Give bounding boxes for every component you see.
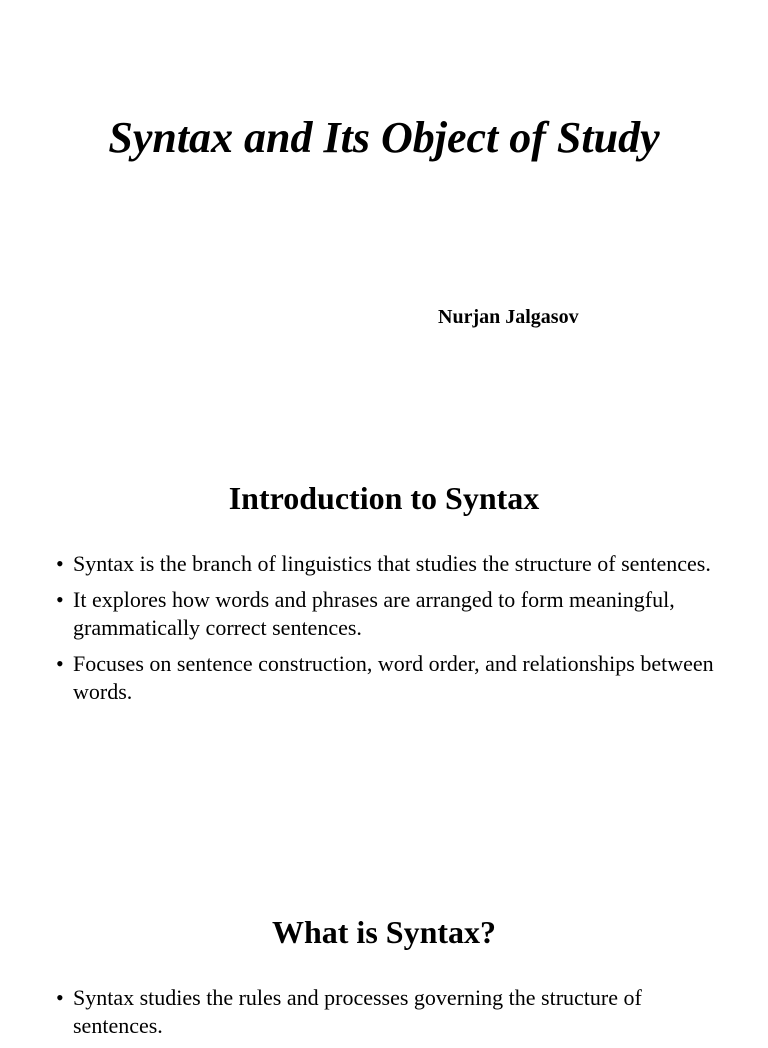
presentation-title: Syntax and Its Object of Study xyxy=(108,113,660,162)
bullet-item xyxy=(56,550,716,578)
bullet-text: Syntax studies the rules and processes governing the structure of sentences. xyxy=(73,985,642,1038)
slide-what-is-syntax xyxy=(0,868,768,1038)
slide-heading: What is Syntax? xyxy=(271,914,497,950)
bullet-item xyxy=(56,586,716,642)
bullet-icon: • xyxy=(56,551,64,576)
author-name: Nurjan Jalgasov xyxy=(438,306,579,328)
bullet-icon: • xyxy=(56,651,64,676)
title-slide xyxy=(0,0,768,434)
bullet-list xyxy=(56,550,716,714)
bullet-text: Focuses on sentence construction, word order, and relationships between words. xyxy=(73,651,714,704)
bullet-icon: • xyxy=(56,985,64,1010)
slide-heading: Introduction to Syntax xyxy=(228,480,540,516)
bullet-item xyxy=(56,984,716,1040)
bullet-text: It explores how words and phrases are arranged to form meaningful, grammatically correct sentences. xyxy=(73,587,675,640)
bullet-text: Syntax is the branch of linguistics that studies the structure of sentences. xyxy=(73,551,711,576)
bullet-item xyxy=(56,650,716,706)
bullet-icon: • xyxy=(56,587,64,612)
slide-introduction xyxy=(0,434,768,868)
bullet-list xyxy=(56,984,716,1048)
